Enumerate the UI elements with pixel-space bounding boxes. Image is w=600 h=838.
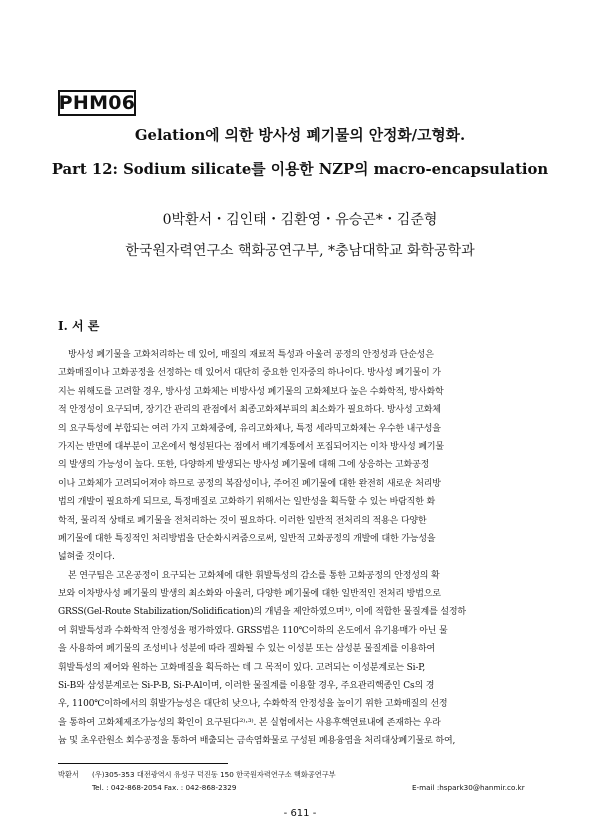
paper-code-box: PHM06 bbox=[58, 92, 136, 114]
authors: 0박환서・김인태・김환영・유승곤*・김준형 bbox=[162, 212, 438, 228]
footer-tel-fax: Tel. : 042-868-2054 Fax. : 042-868-2329 bbox=[92, 783, 237, 792]
body-line: 방사성 폐기물을 고화처리하는 데 있어, 매질의 재료적 특성과 아울러 공정의 안정성과 단순성은 bbox=[68, 350, 434, 360]
section-heading: I. 서 론 bbox=[58, 319, 100, 333]
title-line-2: Part 12: Sodium silicate를 이용한 NZP의 macro-encapsulation bbox=[51, 161, 549, 178]
body-line: 보와 이차방사성 폐기물의 발생의 최소화와 아울러, 다양한 폐기물에 대한 일반적인 전처리 방법으로 bbox=[58, 589, 441, 600]
body-line: 의 발생의 가능성이 높다. 또한, 다양하게 발생되는 방사성 폐기물에 대해 그에 상응하는 고화공정 bbox=[58, 460, 430, 471]
body-line: 적 안정성이 요구되며, 장기간 관리의 관점에서 최종고화체부피의 최소화가 필요하다. 방사성 고화체 bbox=[58, 405, 441, 416]
footer-address: (우)305-353 대전광역시 유성구 덕진동 150 한국원자력연구소 핵화공연구부 bbox=[92, 770, 336, 779]
body-line: 을 통하여 고화체제조가능성의 확인이 요구된다²⁾·³⁾. 본 실험에서는 사용후핵연료내에 존재하는 우라 bbox=[58, 717, 441, 728]
body-line: 여 휘발특성과 수화학적 안정성을 평가하였다. GRSS법은 110℃이하의 온도에서 유기용매가 아닌 물 bbox=[58, 625, 448, 636]
footer-email: E-mail :hspark30@hanmir.co.kr bbox=[412, 783, 525, 792]
body-line: 학적, 물리적 상태로 폐기물을 전처리하는 것이 필요하다. 이러한 일반적 전처리의 적용은 다양한 bbox=[58, 515, 427, 526]
body-line: 을 사용하여 폐기물의 조성비나 성분에 따라 겔화될 수 있는 이성분 또는 삼성분 물질계를 이용하여 bbox=[58, 644, 436, 655]
body-line: 가지는 반면에 대부분이 고온에서 형성된다는 점에서 배기계통에서 포집되어지는 이차 방사성 폐기물 bbox=[58, 441, 444, 452]
title-line-1: Gelation에 의한 방사성 폐기물의 안정화/고형화. bbox=[134, 127, 466, 144]
body-line: GRSS(Gel-Route Stabilization/Solidification)의 개념을 제안하였으며¹⁾, 이에 적합한 물질계를 설정하 bbox=[58, 607, 466, 618]
page-number: - 611 - bbox=[283, 808, 317, 819]
affiliations: 한국원자력연구소 핵화공연구부, *충남대학교 화학공학과 bbox=[125, 243, 475, 259]
body-line: 이나 고화체가 고려되어져야 하므로 공정의 복잡성이나, 주어진 폐기물에 대한 완전히 새로운 처리방 bbox=[58, 478, 441, 489]
body-line: 넓혀줄 것이다. bbox=[58, 552, 115, 563]
body-line: 고화매질이나 고화공정을 선정하는 데 있어서 대단히 중요한 인자중의 하나이다. 방사성 폐기물이 가 bbox=[58, 368, 441, 379]
footnote-rule bbox=[58, 763, 228, 764]
body-line: 의 요구특성에 부합되는 여러 가지 고화체중에, 유리고화체나, 특정 세라믹고화체는 우수한 내구성을 bbox=[58, 423, 441, 434]
body-line: 우, 1100℃이하에서의 휘발가능성은 대단히 낮으나, 수화학적 안정성을 높이기 위한 고화매질의 선정 bbox=[58, 699, 448, 710]
footer-author-name: 박환서 bbox=[58, 770, 79, 779]
body-line: Si-B와 삼성분계로는 Si-P-B, Si-P-Al이며, 이러한 물질계를 이용할 경우, 주요관리핵종인 Cs의 경 bbox=[58, 681, 435, 692]
body-line: 지는 위해도를 고려할 경우, 방사성 고화체는 비방사성 폐기물의 고화체보다 높은 수화학적, 방사화학 bbox=[58, 386, 444, 397]
body-line: 휘발특성의 제어와 원하는 고화매질을 획득하는 데 그 목적이 있다. 고려되는 이성분계로는 Si-P, bbox=[58, 662, 426, 673]
body-line: 법의 개발이 필요하게 되므로, 특정매질로 고화하기 위해서는 일반성을 획득할 수 있는 바람직한 화 bbox=[58, 497, 436, 508]
body-line: 늄 및 초우란원소 회수공정을 통하여 배출되는 금속염화물로 구성된 폐용융염을 처리대상폐기물로 하여, bbox=[58, 736, 456, 747]
body-line: 폐기물에 대한 특징적인 처리방법을 단순화시켜줌으로써, 일반적 고화공정의 개발에 대한 가능성을 bbox=[58, 533, 436, 544]
body-line: 본 연구팀은 고온공정이 요구되는 고화체에 대한 휘발특성의 감소를 통한 고화공정의 안정성의 확 bbox=[68, 570, 440, 581]
body-text bbox=[58, 346, 544, 751]
